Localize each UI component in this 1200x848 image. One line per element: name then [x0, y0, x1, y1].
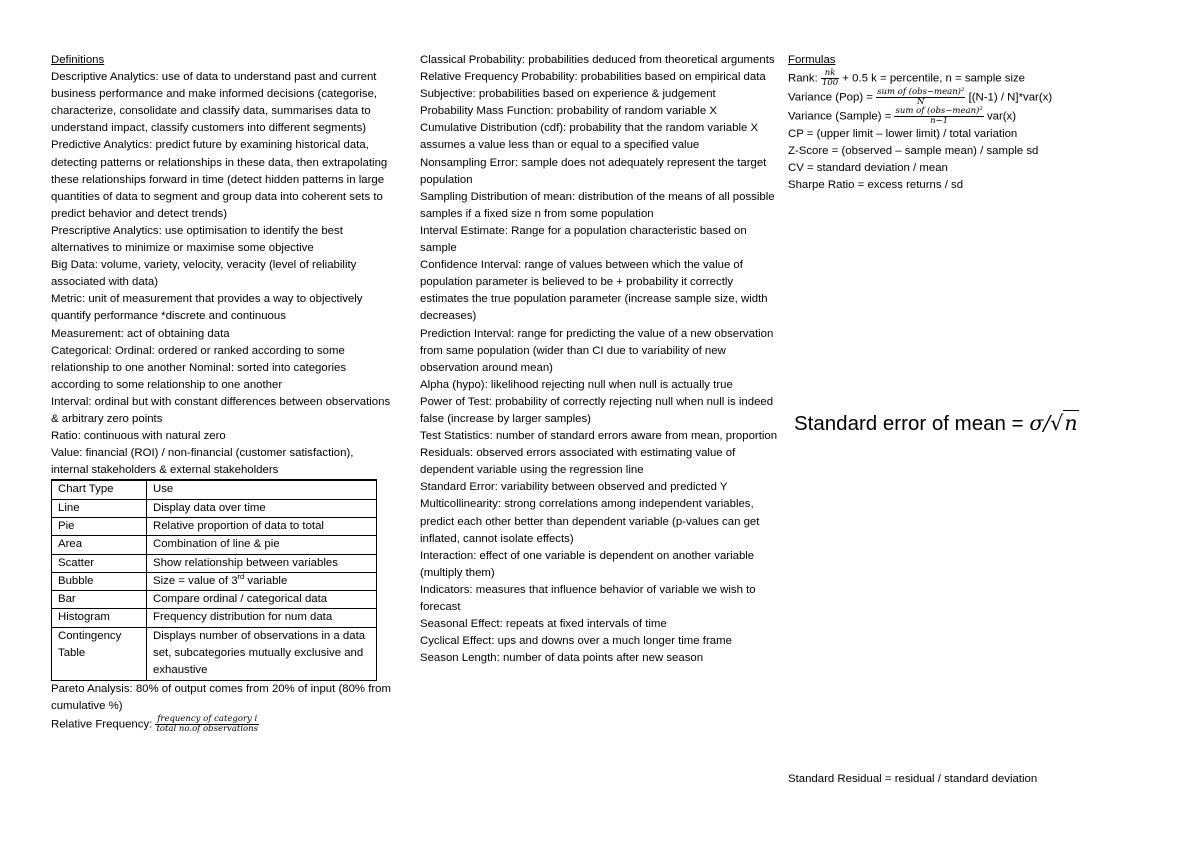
radical-sign: √ [1050, 411, 1064, 435]
fraction-denominator: N [917, 97, 925, 108]
chart-type-cell: Area [52, 536, 147, 554]
variance-sample-label: Variance (Sample) = [788, 110, 892, 123]
variance-pop-label: Variance (Pop) = [788, 91, 873, 104]
table-row [52, 627, 377, 680]
fraction-denominator: 100 [821, 78, 839, 89]
definition-item: Classical Probability: probabilities deduced from theoretical arguments [420, 54, 775, 66]
chart-type-cell: Bubble [52, 572, 147, 590]
table-row [52, 572, 377, 590]
probability-definitions-column [420, 52, 784, 667]
definitions-column [51, 52, 393, 734]
chart-type-cell: Line [52, 499, 147, 517]
table-row [52, 554, 377, 572]
variance-pop-formula [788, 88, 1118, 107]
cp-formula: CP = (upper limit – lower limit) / total variation [788, 128, 1018, 141]
definition-big-data: Big Data: volume, variety, velocity, veracity (level of reliability associated with data) [51, 259, 357, 289]
definition-item: Power of Test: probability of correctly rejecting null when null is indeed false (increase by larger samples) [420, 395, 774, 425]
standard-error-of-mean-formula [794, 410, 1079, 437]
table-row [52, 499, 377, 517]
definition-item: Test Statistics: number of standard errors aware from mean, proportion [420, 430, 778, 443]
rank-rest: + 0.5 k = percentile, n = sample size [842, 72, 1026, 85]
relative-frequency-fraction [155, 715, 259, 734]
formulas-column [788, 52, 1118, 194]
chart-use-cell: Frequency distribution for num data [147, 609, 377, 627]
pareto-analysis: Pareto Analysis: 80% of output comes from 20% of input (80% from cumulative %) [51, 682, 391, 712]
table-header-row [52, 480, 377, 499]
definition-item: Indicators: measures that influence behavior of variable we wish to forecast [420, 583, 756, 613]
chart-use-cell: Display data over time [147, 499, 377, 517]
table-header-cell: Use [147, 480, 377, 499]
chart-type-cell: Histogram [52, 609, 147, 627]
standard-residual-formula: Standard Residual = residual / standard deviation [788, 773, 1038, 785]
chart-type-cell: Bar [52, 591, 147, 609]
definition-item: Interaction: effect of one variable is dependent on another variable (multiply them) [420, 549, 755, 579]
fraction-numerator: sum of (obs−mean)² [877, 87, 965, 98]
definition-descriptive-analytics: Descriptive Analytics: use of data to understand past and current business performance and make informed decisions (categorise, characterize, consolidate and classify data, summarises data to understand impact, classify customers into different segments) [51, 71, 378, 135]
fraction-denominator: n−1 [930, 116, 949, 127]
variance-pop-fraction [876, 88, 965, 107]
variance-pop-rest: [(N-1) / N]*var(x) [968, 91, 1053, 104]
chart-use-cell: Relative proportion of data to total [147, 517, 377, 535]
table-header-cell: Chart Type [52, 480, 147, 499]
fraction-denominator: total no.of observations [156, 723, 259, 734]
definition-item: Alpha (hypo): likelihood rejecting null when null is actually true [420, 378, 733, 391]
chart-type-table [51, 479, 377, 680]
fraction-numerator: sum of (obs−mean)² [895, 106, 983, 117]
definition-item: Prediction Interval: range for predicting the value of a new observation from same population (wider than CI due to variability of new observation around mean) [420, 327, 774, 374]
fraction-numerator: nk [821, 69, 839, 79]
definitions-title: Definitions [51, 54, 105, 66]
definition-ratio: Ratio: continuous with natural zero [51, 430, 226, 443]
definition-item: Season Length: number of data points after new season [420, 652, 704, 665]
definition-prescriptive-analytics: Prescriptive Analytics: use optimisation to identify the best alternatives to minimize or maximise some objective [51, 224, 343, 255]
chart-type-cell: Contingency Table [52, 627, 147, 680]
definition-metric: Metric: unit of measurement that provides a way to objectively quantify performance *discrete and continuous [51, 293, 363, 323]
rank-fraction [821, 69, 839, 88]
table-row [52, 517, 377, 535]
definition-item: Sampling Distribution of mean: distribution of the means of all possible samples if a fixed size n from some population [420, 190, 775, 220]
definition-item: Nonsampling Error: sample does not adequately represent the target population [420, 156, 767, 186]
definition-item: Cumulative Distribution (cdf): probability that the random variable X assumes a value less than or equal to a specified value [420, 122, 759, 152]
variance-sample-fraction [894, 107, 983, 126]
table-row [52, 609, 377, 627]
variance-sample-rest: var(x) [986, 110, 1017, 123]
definition-item: Multicollinearity: strong correlations among independent variables, predict each other better than dependent variable (p-values can get inflated, cannot isolate effects) [420, 498, 760, 545]
table-row [52, 591, 377, 609]
sharpe-ratio-formula: Sharpe Ratio = excess returns / sd [788, 179, 964, 192]
relative-frequency-formula [51, 715, 393, 734]
table-row [52, 536, 377, 554]
cv-formula: CV = standard deviation / mean [788, 162, 948, 175]
formulas-title: Formulas [788, 54, 836, 66]
definition-item: Probability Mass Function: probability of random variable X [420, 105, 717, 118]
chart-use-cell: Compare ordinal / categorical data [147, 591, 377, 609]
chart-use-cell: Size = value of 3rd variable [147, 572, 377, 590]
definition-item: Relative Frequency Probability: probabilities based on empirical data [420, 71, 766, 84]
chart-use-cell: Show relationship between variables [147, 554, 377, 572]
definition-categorical: Categorical: Ordinal: ordered or ranked according to some relationship to one another Nominal: sorted into categories according to some relationship to one another [51, 344, 347, 391]
sem-sigma: σ/ [1029, 411, 1051, 435]
sem-text: Standard error of mean = [794, 412, 1024, 435]
definition-value: Value: financial (ROI) / non-financial (customer satisfaction), internal stakeholders & external stakeholders [51, 447, 354, 477]
rank-label: Rank: [788, 72, 818, 85]
relative-frequency-label: Relative Frequency: [51, 718, 153, 731]
sqrt-n [1050, 410, 1078, 437]
chart-use-cell: Displays number of observations in a data set, subcategories mutually exclusive and exhaustive [147, 627, 377, 680]
chart-type-cell: Scatter [52, 554, 147, 572]
z-score-formula: Z-Score = (observed – sample mean) / sample sd [788, 145, 1039, 158]
variance-sample-formula [788, 107, 1118, 126]
definition-item: Standard Error: variability between observed and predicted Y [420, 481, 728, 494]
definition-measurement: Measurement: act of obtaining data [51, 327, 230, 340]
sqrt-radicand: n [1064, 411, 1078, 435]
definition-item: Interval Estimate: Range for a population characteristic based on sample [420, 224, 747, 255]
definition-interval: Interval: ordinal but with constant differences between observations & arbitrary zero points [51, 395, 391, 425]
definition-item: Seasonal Effect: repeats at fixed intervals of time [420, 618, 667, 631]
definition-item: Residuals: observed errors associated with estimating value of dependent variable using the regression line [420, 447, 736, 477]
ordinal-suffix: rd [237, 572, 245, 582]
rank-formula [788, 69, 1118, 88]
definition-item: Subjective: probabilities based on experience & judgement [420, 88, 716, 101]
definition-predictive-analytics: Predictive Analytics: predict future by examining historical data, detecting patterns or relationships in these data, then extrapolating these relationships forward in time (detect hidden patterns in large quantities of data to segment and group data into coherent sets to predict behavior and detect trends) [51, 139, 388, 220]
definition-item: Confidence Interval: range of values between which the value of population parameter is believed to be + probability it correctly estimates the true population parameter (increase sample size, width decreases) [420, 259, 768, 323]
chart-type-cell: Pie [52, 517, 147, 535]
chart-use-cell: Combination of line & pie [147, 536, 377, 554]
definition-item: Cyclical Effect: ups and downs over a much longer time frame [420, 635, 732, 648]
fraction-numerator: frequency of category i [157, 713, 258, 724]
